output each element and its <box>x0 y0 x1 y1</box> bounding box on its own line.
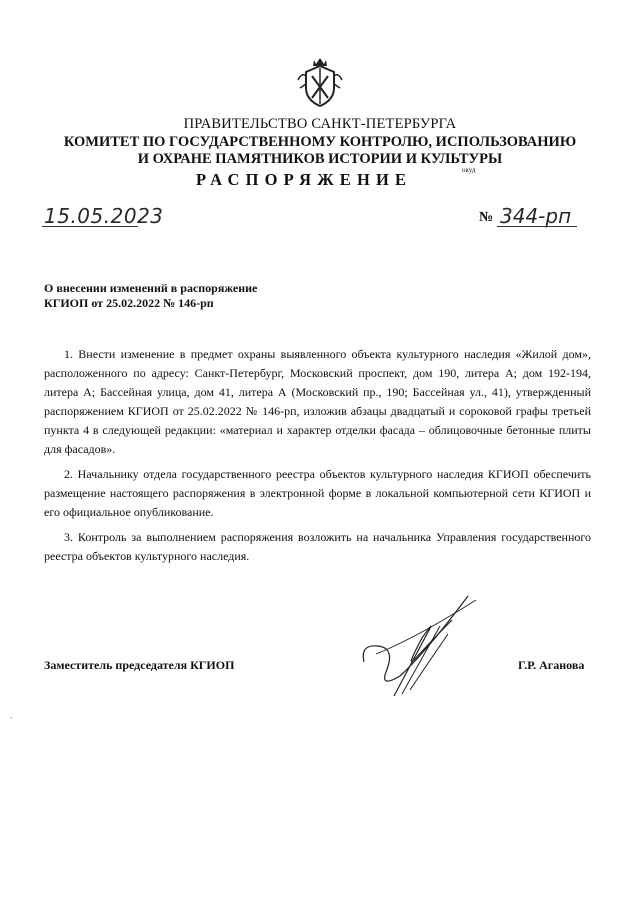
subject-line1: О внесении изменений в распоряжение <box>44 281 258 295</box>
committee-name-line1: КОМИТЕТ ПО ГОСУДАРСТВЕННОМУ КОНТРОЛЮ, ИСПОЛЬЗОВАНИЮ <box>63 134 577 150</box>
date-underline <box>42 226 138 227</box>
number-underline <box>497 226 577 227</box>
subject-line2: КГИОП от 25.02.2022 № 146-рп <box>44 296 214 310</box>
signatory-position: Заместитель председателя КГИОП <box>44 658 235 672</box>
document-date: 15.05.2023 <box>44 204 164 228</box>
signatory-name: Г.Р. Аганова <box>518 658 585 672</box>
margin-mark: - <box>10 713 13 722</box>
paragraph-2: 2. Начальнику отдела государственного реестра объектов культурного наследия КГИОП обеспечить размещение настоящего распоряжения в электронной форме в локальной компьютерной сети КГИОП и его официальное опубликование. <box>44 467 591 519</box>
document-type-title: РАСПОРЯЖЕНИЕ <box>196 170 413 189</box>
committee-name-line2: И ОХРАНЕ ПАМЯТНИКОВ ИСТОРИИ И КУЛЬТУРЫ <box>137 151 503 167</box>
paragraph-1: 1. Внести изменение в предмет охраны выявленного объекта культурного наследия «Жилой дом», расположенного по адресу: Санкт-Петербург, Московский проспект, дом 190, литера А; дом 192-194, литера А; Бассейная улица, дом 41, литера А (Московский пр., 190; Бассейная ул., 41), утвержденный распоряжением КГИОП от 25.02.2022 № 146-рп, изложив абзацы двадцатый и сороковой графы третьей пункта 4 в следующей редакции: «материал и характер отделки фасада – облицовочные бетонные плиты для фасадов». <box>44 347 591 456</box>
document-number: 344-рп <box>500 204 572 228</box>
document-subject <box>44 281 257 311</box>
coat-of-arms-icon <box>296 54 344 110</box>
number-sign: № <box>479 210 494 225</box>
handwritten-signature <box>356 590 486 705</box>
document-body <box>44 345 591 572</box>
paragraph-3: 3. Контроль за выполнением распоряжения возложить на начальника Управления государственного реестра объектов культурного наследия. <box>44 530 591 563</box>
okud-label: окуд <box>462 166 476 174</box>
government-name: ПРАВИТЕЛЬСТВО САНКТ-ПЕТЕРБУРГА <box>183 116 457 132</box>
